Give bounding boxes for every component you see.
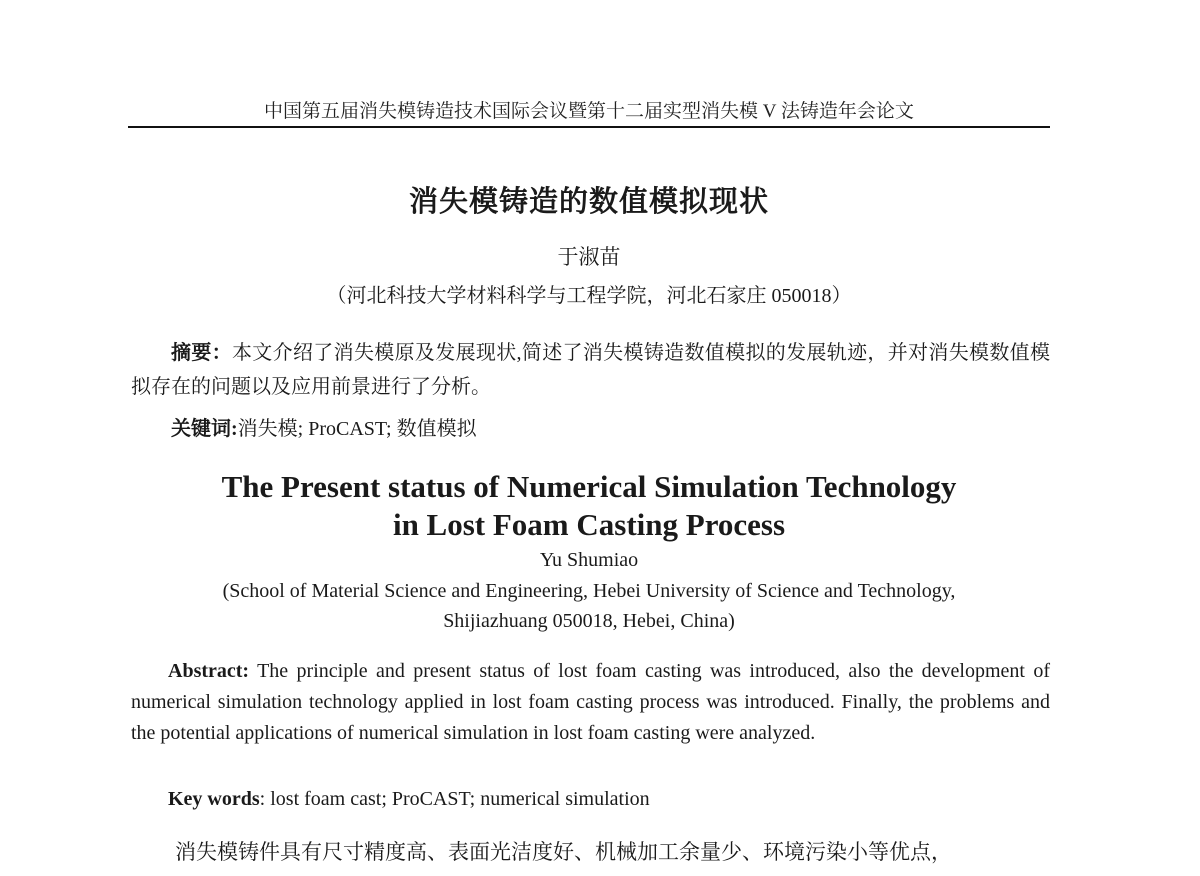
header-rule <box>128 126 1050 128</box>
english-abstract-label: Abstract: <box>168 660 250 682</box>
chinese-affiliation: （河北科技大学材料科学与工程学院，河北石家庄 050018） <box>326 285 852 307</box>
english-author: Yu Shumiao <box>539 549 639 571</box>
english-affiliation <box>128 576 1050 636</box>
english-abstract <box>131 656 1050 749</box>
chinese-keywords-label: 关键词: <box>171 418 238 440</box>
chinese-author: 于淑苗 <box>557 245 621 269</box>
english-keywords <box>168 785 650 813</box>
english-title <box>128 468 1050 544</box>
chinese-abstract-text: 本文介绍了消失模原及发展现状,简述了消失模铸造数值模拟的发展轨迹，并对消失模数值模拟存在的问题以及应用前景进行了分析。 <box>131 342 1051 398</box>
english-keywords-label: Key words <box>168 788 260 810</box>
running-header: 中国第五届消失模铸造技术国际会议暨第十二届实型消失模 V 法铸造年会论文 <box>264 101 914 122</box>
chinese-keywords <box>171 414 477 444</box>
chinese-title: 消失模铸造的数值模拟现状 <box>408 186 769 218</box>
english-abstract-text: The principle and present status of lost foam casting was introduced, also the development of numerical simulation technology applied in lost foam casting process was introduced. Finally, the problems and the potential applications of numerical simulation in lost foam casting were analyzed. <box>131 660 1050 744</box>
body-paragraph-start: 消失模铸件具有尺寸精度高、表面光洁度好、机械加工余量少、环境污染小等优点， <box>175 840 952 864</box>
english-keywords-text: : lost foam cast; ProCAST; numerical simulation <box>259 788 650 810</box>
english-title-line-2: in Lost Foam Casting Process <box>392 507 786 542</box>
chinese-abstract-label: 摘要： <box>171 342 232 364</box>
english-affiliation-line-2: Shijiazhuang 050018, Hebei, China) <box>443 610 735 632</box>
english-affiliation-line-1: (School of Material Science and Engineering, Hebei University of Science and Technology, <box>222 580 956 602</box>
chinese-keywords-text: 消失模; ProCAST; 数值模拟 <box>237 418 477 440</box>
chinese-abstract <box>131 336 1050 404</box>
english-title-line-1: The Present status of Numerical Simulation Technology <box>221 469 957 504</box>
